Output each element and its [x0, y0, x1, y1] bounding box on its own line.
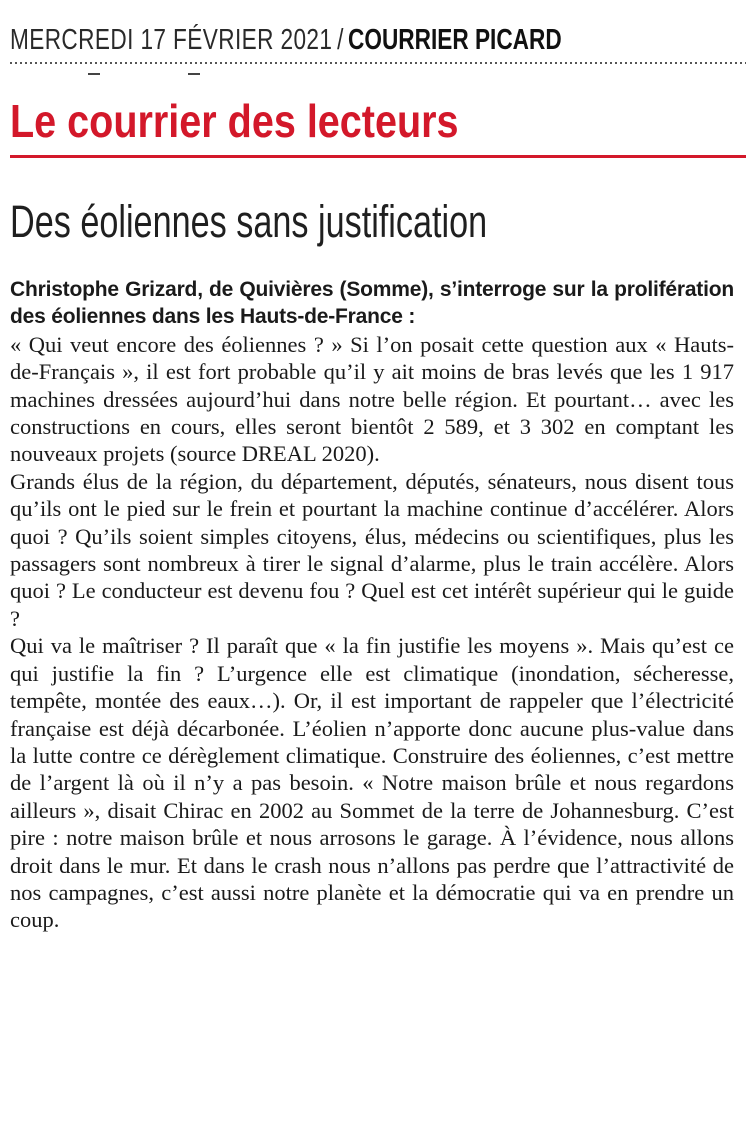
page-header — [10, 20, 579, 60]
article-lead: Christophe Grizard, de Quivières (Somme), s’interroge sur la prolifération des éoliennes dans les Hauts-de-France : — [10, 278, 734, 329]
article-paragraph: « Qui veut encore des éoliennes ? » Si l’on posait cette question aux « Hauts-de-Français », il est fort probable qu’il y ait moins de bras levés que les 1 917 machines dressées aujourd’hui dans notre belle région. Et pourtant… avec les constructions en cours, elles seront bientôt 2 589, et 3 302 en comptant les nouveaux projets (source DREAL 2020). — [10, 331, 734, 467]
article-body — [10, 276, 734, 934]
article-paragraph: Grands élus de la région, du département, députés, sénateurs, nous disent tous qu’ils ont le pied sur le frein et pourtant la machine continue d’accélérer. Alors quoi ? Qu’ils soient simples citoyens, élus, médecins ou scientifiques, plus les passagers sont nombreux à tirer le signal d’alarme, plus le train accélère. Alors quoi ? Le conducteur est devenu fou ? Quel est cet intérêt supérieur qui le guide ? — [10, 468, 734, 631]
header-dash-mark — [88, 73, 100, 75]
article-paragraph: Qui va le maîtriser ? Il paraît que « la fin justifie les moyens ». Mais qu’est ce qui justifie la fin ? L’urgence elle est climatique (inondation, sécheresse, tempête, montée des eaux…). Or, il est important de rappeler que l’électricité française est déjà décarbonée. L’éolien n’apporte donc aucune plus-value dans la lutte contre ce dérèglement climatique. Construire des éoliennes, c’est mettre de l’argent là où il n’y a pas besoin. « Notre maison brûle et nous regardons ailleurs », disait Chirac en 2002 au Sommet de la terre de Johannesburg. C’est pire : notre maison brûle et nous arrosons le garage. À l’évidence, nous allons droit dans le mur. Et dans le crash nous n’allons pas perdre que l’attractivité de nos campagnes, c’est aussi notre planète et la démocratie qui va en prendre un coup. — [10, 633, 734, 933]
issue-date: MERCREDI 17 FÉVRIER 2021 — [10, 24, 333, 56]
header-dash-mark — [188, 73, 200, 75]
newspaper-name: COURRIER PICARD — [348, 24, 562, 56]
header-dotted-rule — [10, 62, 746, 64]
section-rule — [10, 155, 746, 158]
section-title: Le courrier des lecteurs — [10, 95, 459, 147]
header-separator: / — [337, 24, 344, 56]
article-headline: Des éoliennes sans justification — [10, 196, 488, 247]
